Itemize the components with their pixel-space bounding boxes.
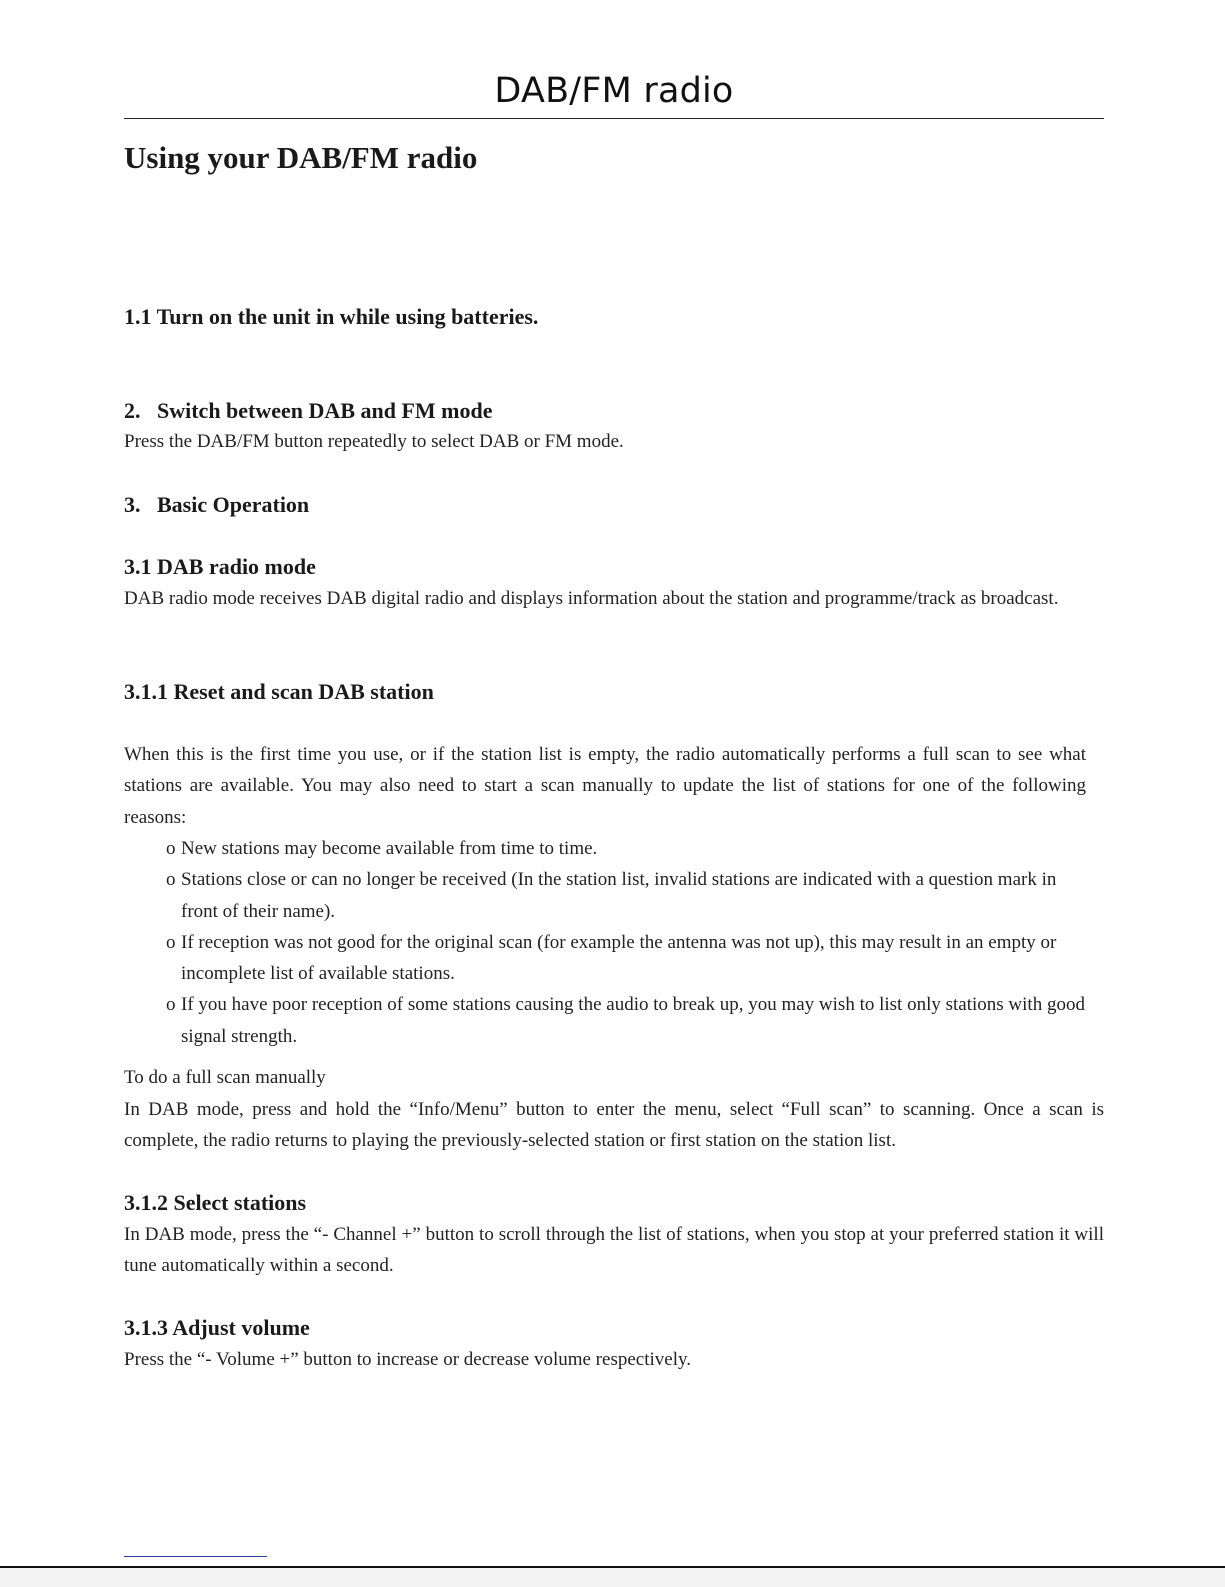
list-item-text: New stations may become available from time to time.	[181, 838, 598, 859]
list-item	[166, 989, 1096, 1052]
list-item	[166, 833, 1096, 864]
paragraph-3-1: DAB radio mode receives DAB digital radio and displays information about the station and programme/track as broadcast.	[124, 588, 1059, 609]
page-title: Using your DAB/FM radio	[124, 140, 478, 175]
heading-1-1: 1.1 Turn on the unit in while using batteries.	[124, 304, 539, 329]
heading-3: 3. Basic Operation	[124, 492, 310, 517]
list-item	[166, 927, 1096, 990]
list-item-text: If you have poor reception of some stations causing the audio to break up, you may wish to list only stations with good signal strength.	[181, 994, 1085, 1047]
footnote-separator	[124, 1556, 267, 1557]
bullet-marker: o	[166, 838, 176, 859]
heading-3-1-1: 3.1.1 Reset and scan DAB station	[124, 679, 434, 704]
manual-scan-label: To do a full scan manually	[124, 1067, 326, 1088]
header-title: DAB/FM radio	[494, 71, 734, 111]
heading-2: 2. Switch between DAB and FM mode	[124, 398, 493, 423]
heading-3-1: 3.1 DAB radio mode	[124, 554, 316, 579]
heading-3-1-2: 3.1.2 Select stations	[124, 1190, 307, 1215]
bullet-marker: o	[166, 994, 176, 1016]
bullet-marker: o	[166, 931, 176, 953]
paragraph-3-1-2: In DAB mode, press the “- Channel +” button to scroll through the list of stations, when you stop at your preferred station it will tune automatically within a second.	[124, 1224, 1104, 1277]
page-bottom-edge	[0, 1566, 1225, 1587]
bullet-marker: o	[166, 869, 176, 891]
reasons-list	[166, 833, 1096, 1052]
heading-3-1-3: 3.1.3 Adjust volume	[124, 1315, 310, 1340]
list-item	[166, 864, 1096, 927]
paragraph-manual-scan: In DAB mode, press and hold the “Info/Menu” button to enter the menu, select “Full scan” to scanning. Once a scan is complete, the radio returns to playing the previously-selected station or first station on the station list.	[124, 1099, 1104, 1152]
page-header	[124, 66, 1104, 119]
list-item-text: If reception was not good for the original scan (for example the antenna was not up), this may result in an empty or incomplete list of available stations.	[181, 931, 1057, 985]
paragraph-3-1-1-intro: When this is the first time you use, or if the station list is empty, the radio automatically performs a full scan to see what stations are available. You may also need to start a scan manually to update the list of stations for one of the following reasons:	[124, 744, 1086, 828]
paragraph-3-1-3: Press the “- Volume +” button to increase or decrease volume respectively.	[124, 1349, 691, 1370]
list-item-text: Stations close or can no longer be received (In the station list, invalid stations are indicated with a question mark in front of their name).	[181, 869, 1057, 922]
paragraph-2: Press the DAB/FM button repeatedly to select DAB or FM mode.	[124, 431, 624, 452]
